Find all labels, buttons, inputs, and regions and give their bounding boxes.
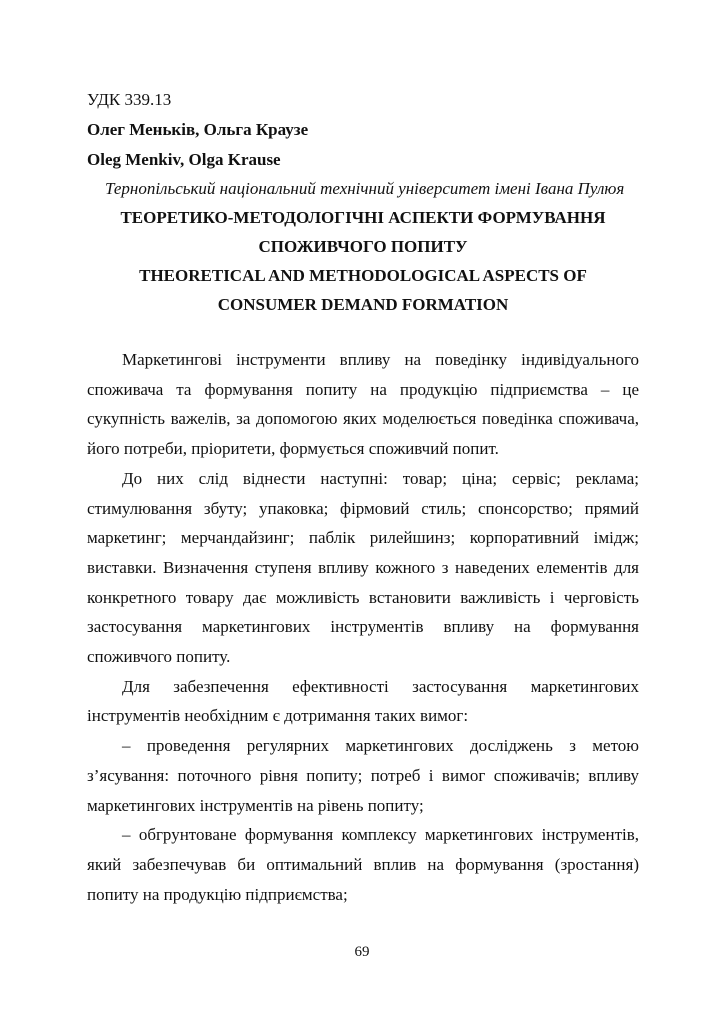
- authors-ukrainian: Олег Меньків, Ольга Краузе: [87, 120, 309, 139]
- body-paragraph: Для забезпечення ефективності застосування маркетингових інструментів необхідним є дотримання таких вимог:: [87, 676, 639, 726]
- body-paragraph: – проведення регулярних маркетингових досліджень з метою з’ясування: поточного рівня попиту; потреб і вимог споживачів; впливу маркетингових інструментів на рівень попиту;: [87, 736, 639, 815]
- udc-code: УДК 339.13: [87, 90, 172, 109]
- body-paragraph: – обгрунтоване формування комплексу маркетингових інструментів, який забезпечував би оптимальний вплив на формування (зростання) попиту на продукцію підприємства;: [87, 825, 639, 904]
- article-body: [87, 345, 639, 909]
- affiliation: Тернопільський національний технічний університет імені Івана Пулюя: [105, 179, 625, 198]
- title-english-line-2: CONSUMER DEMAND FORMATION: [217, 295, 509, 314]
- title-ukrainian-line-2: СПОЖИВЧОГО ПОПИТУ: [258, 237, 468, 256]
- page-number: 69: [354, 944, 370, 960]
- authors-english: Oleg Menkiv, Olga Krause: [87, 150, 281, 169]
- body-paragraph: Маркетингові інструменти впливу на поведінку індивідуального споживача та формування попиту на продукцію підприємства – це сукупність важелів, за допомогою яких моделюється поведінка споживача, його потреби, пріоритети, формується споживчий попит.: [87, 350, 639, 459]
- title-english-line-1: THEORETICAL AND METHODOLOGICAL ASPECTS OF: [139, 266, 587, 285]
- body-paragraph: До них слід віднести наступні: товар; ціна; сервіс; реклама; стимулювання збуту; упаковка; фірмовий стиль; спонсорство; прямий маркетинг; мерчандайзинг; паблік рилейшинз; корпоративний імідж; виставки. Визначення ступеня впливу кожного з наведених елементів для конкретного товару дає можливість встановити важливість і черговість застосування маркетингових інструментів впливу на формування споживчого попиту.: [87, 468, 639, 667]
- title-ukrainian-line-1: ТЕОРЕТИКО-МЕТОДОЛОГІЧНІ АСПЕКТИ ФОРМУВАННЯ: [120, 208, 606, 227]
